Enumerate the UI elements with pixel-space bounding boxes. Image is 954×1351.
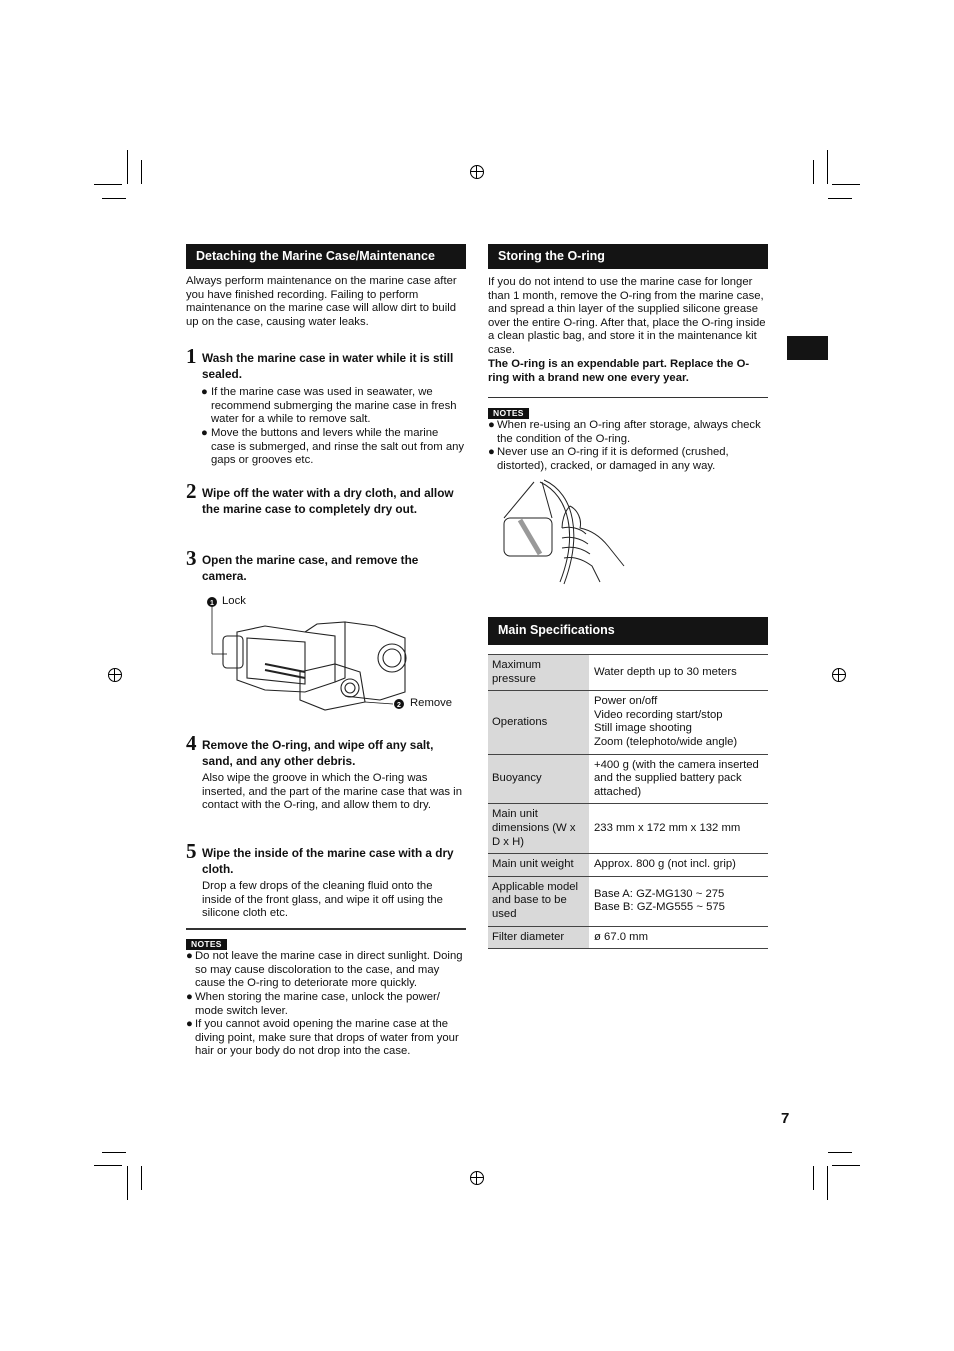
table-row [488,926,768,949]
spec-value: 233 mm x 172 mm x 132 mm [589,804,768,854]
list-item: ● Move the buttons and levers while the marine case is submerged, and rinse the salt out from any gaps or grooves etc. [201,427,465,467]
step-number: 5 [186,839,197,863]
spec-key: Operations [488,691,589,754]
list-item: ● If the marine case was used in seawater, we recommend submerging the marine case in fresh water for a while to remove salt. [201,386,457,426]
spec-key: Buoyancy [488,754,589,804]
storing-bold-note: The O-ring is an expendable part. Replace the O-ring with a brand new one every year. [488,358,750,384]
oring-hand-figure [500,476,630,586]
list-item: ● If you cannot avoid opening the marine case at the diving point, make sure that drops of water from your hair or your body do not drop into the case. [186,1018,459,1058]
step-number: 1 [186,344,197,368]
svg-text:1: 1 [210,600,214,607]
list-item: ● Never use an O-ring if it is deformed (crushed, distorted), cracked, or damaged in any way. [488,446,729,472]
step-number: 4 [186,731,197,755]
step-number: 2 [186,479,197,503]
figure-callout-remove: Remove [410,697,453,709]
figure-callout-lock: Lock [222,595,246,607]
spec-key: Maximum pressure [488,655,589,691]
section-tab-marker [787,336,828,360]
spec-value: Base A: GZ-MG130 ~ 275 Base B: GZ-MG555 ~ 575 [589,876,768,926]
table-row [488,691,768,754]
table-row [488,804,768,854]
spec-value: Approx. 800 g (not incl. grip) [589,854,768,877]
spec-key: Main unit dimensions (W x D x H) [488,804,589,854]
storing-body: If you do not intend to use the marine case for longer than 1 month, remove the O-ring from the marine case, and spread a thin layer of the supplied silicone grease over the entire O-ring. After that, place the O-ring inside a clean plastic bag, and store it in the maintenance kit case. [488,276,766,356]
step-heading: Wash the marine case in water while it is still sealed. [202,351,454,381]
spec-value: Power on/off Video recording start/stop Still image shooting Zoom (telephoto/wide angle) [589,691,768,754]
specifications-table [488,654,768,949]
maintenance-intro: Always perform maintenance on the marine case after you have finished recording. Failing to perform maintenance on the marine case will allow dirt to build up on the case, causing water leaks. [186,275,457,328]
spec-key: Main unit weight [488,854,589,877]
notes-badge: NOTES [186,939,227,950]
list-item: ● When re-using an O-ring after storage, always check the condition of the O-ring. [488,419,761,445]
marine-case-figure [205,592,465,717]
step-number: 3 [186,546,197,570]
spec-value: Water depth up to 30 meters [589,655,768,691]
registration-mark-icon [108,668,122,682]
step-heading: Open the marine case, and remove the camera. [202,553,419,583]
table-row [488,754,768,804]
step-body: Drop a few drops of the cleaning fluid onto the inside of the front glass, and wipe it off using the silicone cloth etc. [202,880,443,920]
registration-mark-icon [832,668,846,682]
step-heading: Wipe the inside of the marine case with a dry cloth. [202,846,454,876]
divider [186,928,466,930]
section-header-main-specifications: Main Specifications [488,617,768,645]
section-header-storing-oring: Storing the O-ring [488,244,768,269]
spec-key: Applicable model and base to be used [488,876,589,926]
list-item: ● When storing the marine case, unlock the power/ mode switch lever. [186,991,440,1017]
step-heading: Wipe off the water with a dry cloth, and allow the marine case to completely dry out. [202,486,454,516]
section-header-maintenance: Detaching the Marine Case/Maintenance [186,244,466,269]
spec-key: Filter diameter [488,926,589,949]
table-row [488,655,768,691]
registration-mark-icon [470,165,484,179]
spec-value: ø 67.0 mm [589,926,768,949]
divider [488,397,768,398]
table-row [488,854,768,877]
step-heading: Remove the O-ring, and wipe off any salt, sand, and any other debris. [202,738,434,768]
page-number: 7 [781,1110,790,1127]
svg-text:2: 2 [397,702,401,709]
notes-badge: NOTES [488,408,529,419]
registration-mark-icon [470,1171,484,1185]
list-item: ● Do not leave the marine case in direct sunlight. Doing so may cause discoloration to the case, and may cause the O-ring to deteriorate more quickly. [186,950,463,990]
table-row [488,876,768,926]
spec-value: +400 g (with the camera inserted and the supplied battery pack attached) [589,754,768,804]
step-body: Also wipe the groove in which the O-ring was inserted, and the part of the marine case that was in contact with the O-ring, and allow them to dry. [202,772,462,812]
